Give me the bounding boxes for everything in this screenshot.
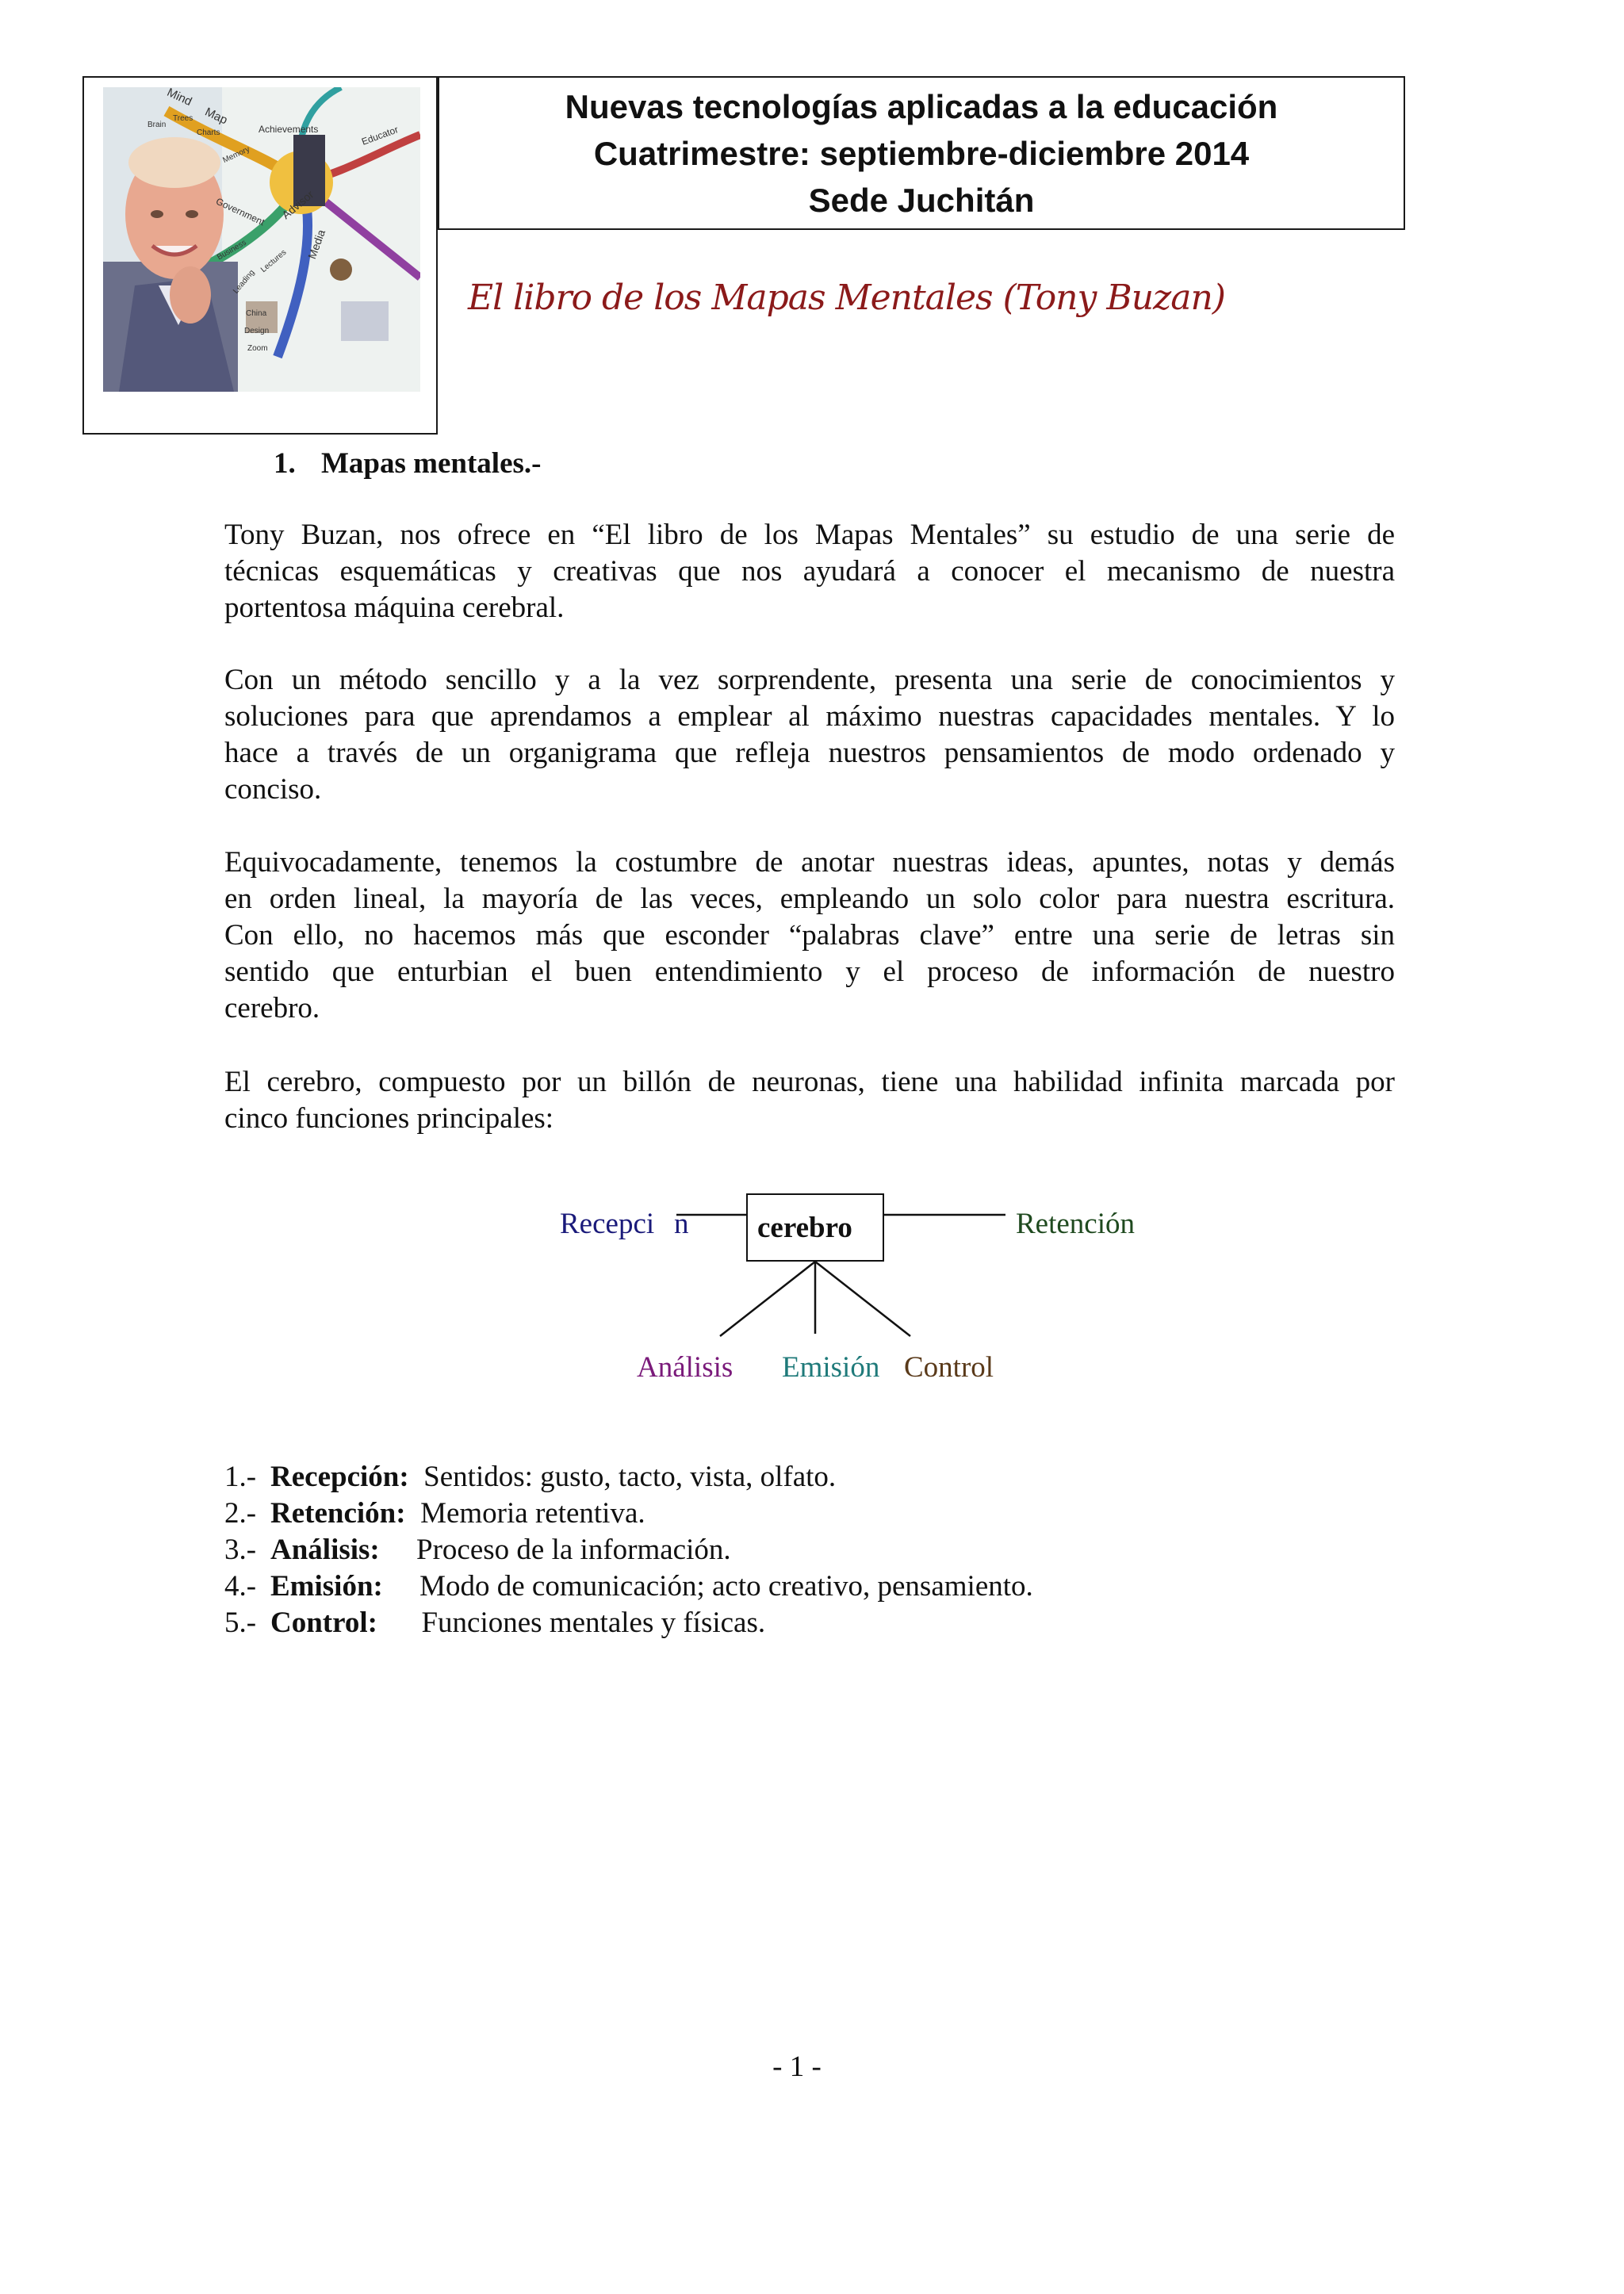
emision-node: Emisión <box>782 1351 880 1384</box>
paragraph-2 <box>224 662 1395 808</box>
list-item-term: Análisis: <box>270 1534 380 1566</box>
map-word: Design <box>244 327 270 335</box>
map-word: Media <box>305 228 328 261</box>
map-word: Business <box>215 238 248 262</box>
brain-functions-diagram <box>224 1158 1395 1411</box>
map-word: Achievements <box>259 124 319 135</box>
list-item-number: 3.- <box>224 1534 257 1566</box>
list-item-description: Proceso de la información. <box>379 1534 731 1566</box>
list-item-term: Control: <box>270 1607 377 1639</box>
map-word: Educator <box>360 124 400 147</box>
course-campus: Sede Juchitán <box>808 181 1035 219</box>
section-heading <box>274 446 541 481</box>
map-word: Zoom <box>247 344 268 353</box>
photo-map-words <box>103 87 420 392</box>
list-item <box>224 1605 1033 1641</box>
recepcion-node: Recepci <box>560 1208 655 1240</box>
paragraph-line: cinco funciones principales: <box>224 1102 554 1135</box>
map-word: Advisor <box>279 187 316 222</box>
list-item <box>224 1568 1033 1605</box>
paragraph-line: Con un método sencillo y a la vez sorprendente, presenta una serie de conocimientos y <box>224 664 1395 696</box>
list-item-description: Memoria retentiva. <box>405 1497 645 1530</box>
paragraph-line: sentido que enturbian el buen entendimiento y el proceso de información de nuestro <box>224 956 1395 988</box>
section-number: 1. <box>274 447 296 480</box>
list-item-term: Recepción: <box>270 1461 409 1493</box>
paragraph-3 <box>224 844 1395 1027</box>
map-word: Map <box>202 105 230 128</box>
section-title: Mapas mentales.- <box>321 447 542 480</box>
map-word: Memory <box>221 144 251 166</box>
list-item-description: Modo de comunicación; acto creativo, pensamiento. <box>382 1570 1033 1603</box>
paragraph-line: hace a través de un organigrama que refleja nuestros pensamientos de modo ordenado y <box>224 737 1395 769</box>
paragraph-4 <box>224 1064 1395 1137</box>
functions-list <box>224 1459 1033 1641</box>
map-word: Mind <box>164 85 194 109</box>
list-item <box>224 1532 1033 1568</box>
map-word: Trees <box>173 114 193 123</box>
course-name: Nuevas tecnologías aplicadas a la educación <box>565 87 1278 125</box>
paragraph-line: Con ello, no hacemos más que esconder “palabras clave” entre una serie de letras sin <box>224 919 1395 952</box>
paragraph-line: conciso. <box>224 773 322 806</box>
map-word: Lectures <box>259 247 289 275</box>
list-item-term: Emisión: <box>270 1570 383 1603</box>
list-item-number: 2.- <box>224 1497 257 1530</box>
paragraph-line: Tony Buzan, nos ofrece en “El libro de los Mapas Mentales” su estudio de una serie de <box>224 519 1395 551</box>
retencion-node: Retención <box>1016 1208 1136 1240</box>
list-item-description: Sentidos: gusto, tacto, vista, olfato. <box>408 1461 837 1493</box>
map-word: Leading <box>232 268 257 296</box>
course-term: Cuatrimestre: septiembre-diciembre 2014 <box>593 134 1250 172</box>
paragraph-1 <box>224 517 1395 626</box>
cerebro-node: cerebro <box>746 1193 884 1262</box>
document-title: El libro de los Mapas Mentales (Tony Buzan) <box>468 278 1225 318</box>
list-item-description: Funciones mentales y físicas. <box>377 1607 766 1639</box>
list-item-number: 1.- <box>224 1461 257 1493</box>
paragraph-line: portentosa máquina cerebral. <box>224 592 565 624</box>
list-item <box>224 1459 1033 1496</box>
paragraph-line: en orden lineal, la mayoría de las veces, empleando un solo color para nuestra escritura. <box>224 883 1395 915</box>
paragraph-line: cerebro. <box>224 992 320 1024</box>
list-item-term: Retención: <box>270 1497 406 1530</box>
map-word: China <box>246 309 267 318</box>
recepcion-node-tail: n <box>674 1208 689 1240</box>
list-item <box>224 1496 1033 1532</box>
course-header <box>438 76 1405 230</box>
paragraph-line: soluciones para que aprendamos a emplear al máximo nuestras capacidades mentales. Y lo <box>224 700 1395 733</box>
list-item-number: 5.- <box>224 1607 257 1639</box>
paragraph-line: Equivocadamente, tenemos la costumbre de anotar nuestras ideas, apuntes, notas y demás <box>224 846 1395 879</box>
page-number: - 1 - <box>772 2051 822 2083</box>
map-word: Charts <box>197 128 220 137</box>
paragraph-line: El cerebro, compuesto por un billón de neuronas, tiene una habilidad infinita marcada por <box>224 1066 1395 1098</box>
map-word: Government <box>214 195 266 228</box>
control-node: Control <box>904 1351 994 1384</box>
map-word: Brain <box>147 121 167 129</box>
paragraph-line: técnicas esquemáticas y creativas que nos ayudará a conocer el mecanismo de nuestra <box>224 555 1395 588</box>
analisis-node: Análisis <box>637 1351 733 1384</box>
list-item-number: 4.- <box>224 1570 257 1603</box>
